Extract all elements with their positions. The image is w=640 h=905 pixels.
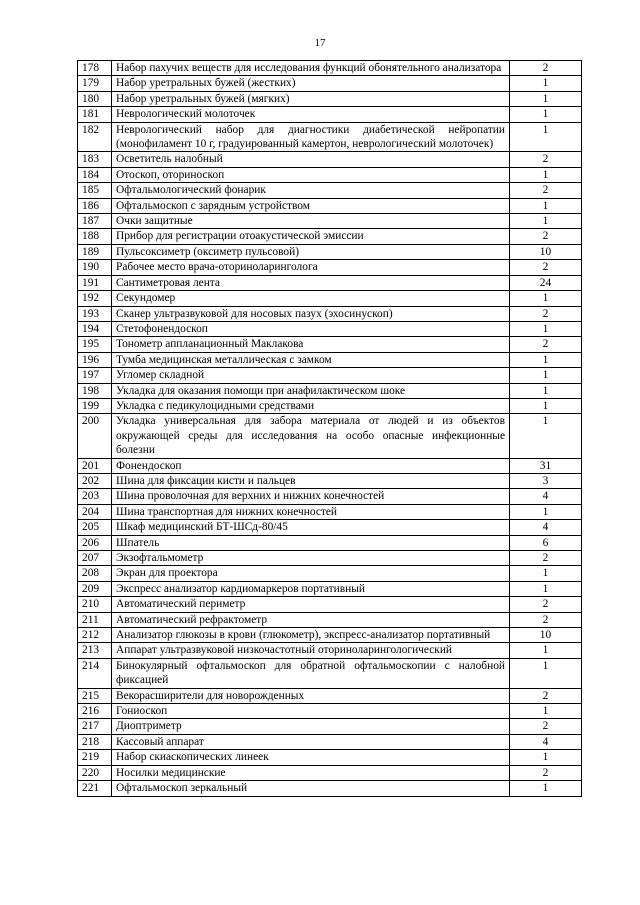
item-quantity-cell: 3 <box>510 473 582 488</box>
item-name-cell: Офтальмологический фонарик <box>112 183 510 198</box>
row-number-cell: 180 <box>78 91 112 106</box>
item-name-cell: Шина транспортная для нижних конечностей <box>112 504 510 519</box>
row-number-cell: 196 <box>78 352 112 367</box>
table-row <box>78 167 582 182</box>
item-quantity-cell: 2 <box>510 306 582 321</box>
table-row <box>78 275 582 290</box>
item-name-cell: Очки защитные <box>112 214 510 229</box>
item-quantity-cell: 2 <box>510 337 582 352</box>
item-name-cell: Кассовый аппарат <box>112 734 510 749</box>
row-number-cell: 217 <box>78 719 112 734</box>
table-row <box>78 352 582 367</box>
item-name-cell: Сканер ультразвуковой для носовых пазух (эхосинускоп) <box>112 306 510 321</box>
row-number-cell: 192 <box>78 291 112 306</box>
item-name-cell: Укладка с педикулоцидными средствами <box>112 398 510 413</box>
item-quantity-cell: 1 <box>510 368 582 383</box>
table-row <box>78 688 582 703</box>
row-number-cell: 200 <box>78 414 112 458</box>
table-row <box>78 122 582 152</box>
row-number-cell: 202 <box>78 473 112 488</box>
item-name-cell: Экзофтальмометр <box>112 551 510 566</box>
item-quantity-cell: 4 <box>510 520 582 535</box>
table-row <box>78 91 582 106</box>
item-quantity-cell: 1 <box>510 643 582 658</box>
row-number-cell: 187 <box>78 214 112 229</box>
row-number-cell: 189 <box>78 244 112 259</box>
row-number-cell: 216 <box>78 704 112 719</box>
table-row <box>78 61 582 76</box>
item-name-cell: Офтальмоскоп с зарядным устройством <box>112 198 510 213</box>
item-name-cell: Укладка для оказания помощи при анафилактическом шоке <box>112 383 510 398</box>
table-row <box>78 765 582 780</box>
row-number-cell: 219 <box>78 750 112 765</box>
row-number-cell: 207 <box>78 551 112 566</box>
row-number-cell: 194 <box>78 321 112 336</box>
item-quantity-cell: 2 <box>510 765 582 780</box>
row-number-cell: 213 <box>78 643 112 658</box>
item-quantity-cell: 31 <box>510 458 582 473</box>
row-number-cell: 221 <box>78 781 112 796</box>
item-quantity-cell: 2 <box>510 719 582 734</box>
item-name-cell: Бинокулярный офтальмоскоп для обратной офтальмоскопии с налобной фиксацией <box>112 658 510 688</box>
item-quantity-cell: 1 <box>510 414 582 458</box>
item-quantity-cell: 1 <box>510 76 582 91</box>
table-row <box>78 152 582 167</box>
item-name-cell: Тонометр аппланационный Маклакова <box>112 337 510 352</box>
item-name-cell: Стетофонендоскоп <box>112 321 510 336</box>
item-name-cell: Диоптриметр <box>112 719 510 734</box>
table-row <box>78 750 582 765</box>
item-name-cell: Укладка универсальная для забора материала от людей и из объектов окружающей среды для исследования на особо опасные инфекционные болезни <box>112 414 510 458</box>
row-number-cell: 183 <box>78 152 112 167</box>
row-number-cell: 193 <box>78 306 112 321</box>
item-quantity-cell: 1 <box>510 704 582 719</box>
table-row <box>78 291 582 306</box>
item-name-cell: Экран для проектора <box>112 566 510 581</box>
item-quantity-cell: 1 <box>510 504 582 519</box>
row-number-cell: 204 <box>78 504 112 519</box>
table-row <box>78 458 582 473</box>
table-row <box>78 214 582 229</box>
item-quantity-cell: 1 <box>510 581 582 596</box>
item-quantity-cell: 1 <box>510 198 582 213</box>
item-quantity-cell: 1 <box>510 91 582 106</box>
table-row <box>78 107 582 122</box>
item-quantity-cell: 1 <box>510 750 582 765</box>
item-quantity-cell: 6 <box>510 535 582 550</box>
item-name-cell: Аппарат ультразвуковой низкочастотный оториноларингологический <box>112 643 510 658</box>
table-row <box>78 414 582 458</box>
item-name-cell: Прибор для регистрации отоакустической эмиссии <box>112 229 510 244</box>
item-name-cell: Набор скиаскопических линеек <box>112 750 510 765</box>
row-number-cell: 212 <box>78 628 112 643</box>
item-quantity-cell: 2 <box>510 229 582 244</box>
item-name-cell: Сантиметровая лента <box>112 275 510 290</box>
table-row <box>78 198 582 213</box>
item-name-cell: Набор уретральных бужей (жестких) <box>112 76 510 91</box>
item-name-cell: Осветитель налобный <box>112 152 510 167</box>
item-quantity-cell: 1 <box>510 321 582 336</box>
table-row <box>78 504 582 519</box>
table-row <box>78 383 582 398</box>
item-quantity-cell: 2 <box>510 183 582 198</box>
table-row <box>78 581 582 596</box>
item-quantity-cell: 2 <box>510 152 582 167</box>
table-row <box>78 306 582 321</box>
row-number-cell: 179 <box>78 76 112 91</box>
row-number-cell: 203 <box>78 489 112 504</box>
row-number-cell: 190 <box>78 260 112 275</box>
row-number-cell: 214 <box>78 658 112 688</box>
row-number-cell: 181 <box>78 107 112 122</box>
item-quantity-cell: 2 <box>510 260 582 275</box>
item-quantity-cell: 1 <box>510 352 582 367</box>
row-number-cell: 208 <box>78 566 112 581</box>
row-number-cell: 211 <box>78 612 112 627</box>
item-name-cell: Анализатор глюкозы в крови (глюкометр), экспресс-анализатор портативный <box>112 628 510 643</box>
table-row <box>78 76 582 91</box>
table-row <box>78 597 582 612</box>
page-number: 17 <box>314 37 326 49</box>
row-number-cell: 195 <box>78 337 112 352</box>
table-row <box>78 643 582 658</box>
item-quantity-cell: 2 <box>510 61 582 76</box>
table-row <box>78 551 582 566</box>
row-number-cell: 205 <box>78 520 112 535</box>
item-quantity-cell: 2 <box>510 597 582 612</box>
item-name-cell: Пульсоксиметр (оксиметр пульсовой) <box>112 244 510 259</box>
item-quantity-cell: 4 <box>510 734 582 749</box>
row-number-cell: 178 <box>78 61 112 76</box>
table-row <box>78 566 582 581</box>
row-number-cell: 218 <box>78 734 112 749</box>
table-row <box>78 734 582 749</box>
item-quantity-cell: 1 <box>510 122 582 152</box>
item-name-cell: Рабочее место врача-оториноларинголога <box>112 260 510 275</box>
item-name-cell: Угломер складной <box>112 368 510 383</box>
item-name-cell: Носилки медицинские <box>112 765 510 780</box>
item-name-cell: Шина для фиксации кисти и пальцев <box>112 473 510 488</box>
item-quantity-cell: 1 <box>510 214 582 229</box>
table-row <box>78 229 582 244</box>
row-number-cell: 210 <box>78 597 112 612</box>
item-name-cell: Автоматический рефрактометр <box>112 612 510 627</box>
table-row <box>78 473 582 488</box>
table-row <box>78 628 582 643</box>
item-quantity-cell: 24 <box>510 275 582 290</box>
item-quantity-cell: 1 <box>510 658 582 688</box>
table-row <box>78 183 582 198</box>
item-quantity-cell: 1 <box>510 167 582 182</box>
table-row <box>78 260 582 275</box>
row-number-cell: 188 <box>78 229 112 244</box>
item-name-cell: Набор пахучих веществ для исследования функций обонятельного анализатора <box>112 61 510 76</box>
item-name-cell: Автоматический периметр <box>112 597 510 612</box>
item-quantity-cell: 1 <box>510 383 582 398</box>
item-name-cell: Гониоскоп <box>112 704 510 719</box>
row-number-cell: 201 <box>78 458 112 473</box>
row-number-cell: 199 <box>78 398 112 413</box>
item-name-cell: Шпатель <box>112 535 510 550</box>
item-quantity-cell: 1 <box>510 291 582 306</box>
table-row <box>78 368 582 383</box>
table-row <box>78 704 582 719</box>
row-number-cell: 184 <box>78 167 112 182</box>
item-quantity-cell: 1 <box>510 566 582 581</box>
item-name-cell: Неврологический набор для диагностики диабетической нейропатии (монофиламент 10 г, градуированный камертон, неврологический молоточек) <box>112 122 510 152</box>
table-row <box>78 337 582 352</box>
item-quantity-cell: 2 <box>510 612 582 627</box>
item-name-cell: Отоскоп, оториноскоп <box>112 167 510 182</box>
table-row <box>78 781 582 796</box>
item-name-cell: Векорасширители для новорожденных <box>112 688 510 703</box>
row-number-cell: 220 <box>78 765 112 780</box>
row-number-cell: 185 <box>78 183 112 198</box>
item-name-cell: Шина проволочная для верхних и нижних конечностей <box>112 489 510 504</box>
equipment-table <box>77 60 582 797</box>
item-quantity-cell: 1 <box>510 107 582 122</box>
item-quantity-cell: 10 <box>510 628 582 643</box>
item-name-cell: Фонендоскоп <box>112 458 510 473</box>
item-quantity-cell: 1 <box>510 398 582 413</box>
item-quantity-cell: 2 <box>510 551 582 566</box>
row-number-cell: 209 <box>78 581 112 596</box>
row-number-cell: 186 <box>78 198 112 213</box>
item-name-cell: Тумба медицинская металлическая с замком <box>112 352 510 367</box>
item-name-cell: Экспресс анализатор кардиомаркеров портативный <box>112 581 510 596</box>
row-number-cell: 215 <box>78 688 112 703</box>
row-number-cell: 191 <box>78 275 112 290</box>
item-quantity-cell: 2 <box>510 688 582 703</box>
item-name-cell: Секундомер <box>112 291 510 306</box>
item-quantity-cell: 4 <box>510 489 582 504</box>
row-number-cell: 197 <box>78 368 112 383</box>
item-name-cell: Неврологический молоточек <box>112 107 510 122</box>
row-number-cell: 198 <box>78 383 112 398</box>
item-quantity-cell: 1 <box>510 781 582 796</box>
item-quantity-cell: 10 <box>510 244 582 259</box>
table-row <box>78 398 582 413</box>
table-row <box>78 658 582 688</box>
table-row <box>78 489 582 504</box>
table-row <box>78 244 582 259</box>
table-row <box>78 535 582 550</box>
row-number-cell: 182 <box>78 122 112 152</box>
equipment-table-body <box>78 61 582 797</box>
table-row <box>78 719 582 734</box>
row-number-cell: 206 <box>78 535 112 550</box>
table-row <box>78 520 582 535</box>
item-name-cell: Офтальмоскоп зеркальный <box>112 781 510 796</box>
table-row <box>78 321 582 336</box>
table-row <box>78 612 582 627</box>
item-name-cell: Шкаф медицинский БТ-ШСд-80/45 <box>112 520 510 535</box>
item-name-cell: Набор уретральных бужей (мягких) <box>112 91 510 106</box>
